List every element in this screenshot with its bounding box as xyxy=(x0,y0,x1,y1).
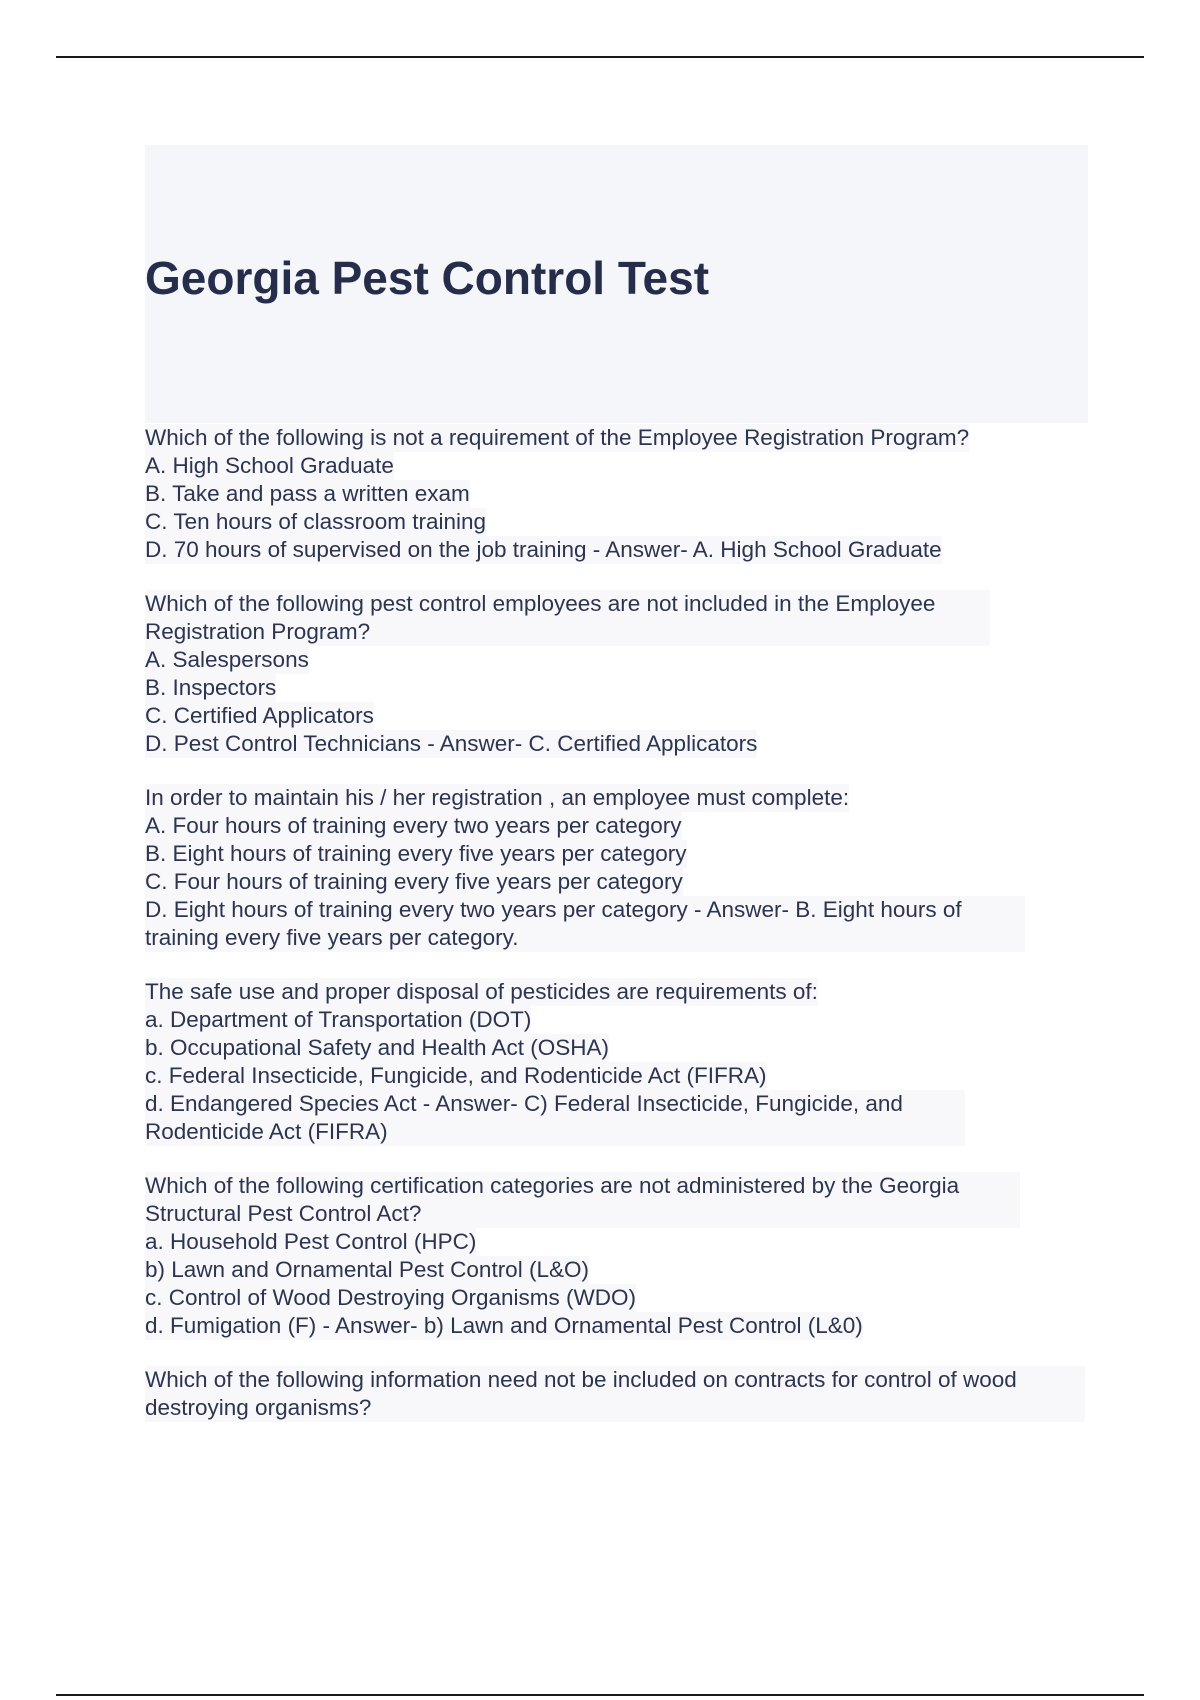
question-item xyxy=(145,424,1095,564)
answer-option: d. Fumigation (F) - Answer- b) Lawn and Ornamental Pest Control (L&0) xyxy=(145,1313,863,1338)
answer-option: b) Lawn and Ornamental Pest Control (L&O) xyxy=(145,1257,589,1282)
answer-option: D. Pest Control Technicians - Answer- C. Certified Applicators xyxy=(145,731,758,756)
question-text: Which of the following certification categories are not administered by the Georgia Structural Pest Control Act? xyxy=(145,1172,1020,1228)
answer-option: D. Eight hours of training every two years per category - Answer- B. Eight hours of training every five years per category. xyxy=(145,896,1025,952)
footer-rule xyxy=(56,1694,1144,1696)
answer-option: A. High School Graduate xyxy=(145,453,394,478)
answer-option: B. Take and pass a written exam xyxy=(145,481,470,506)
document-title: Georgia Pest Control Test xyxy=(145,252,710,304)
question-list xyxy=(145,424,1095,1448)
question-text: Which of the following is not a requirement of the Employee Registration Program? xyxy=(145,425,970,450)
question-text: The safe use and proper disposal of pesticides are requirements of: xyxy=(145,979,818,1004)
answer-option: A. Salespersons xyxy=(145,647,309,672)
header-rule xyxy=(56,56,1144,58)
answer-option: c. Control of Wood Destroying Organisms (WDO) xyxy=(145,1285,636,1310)
question-item xyxy=(145,784,1095,952)
question-text: Which of the following pest control employees are not included in the Employee Registration Program? xyxy=(145,590,990,646)
title-banner xyxy=(145,145,1088,423)
answer-option: B. Inspectors xyxy=(145,675,277,700)
question-item xyxy=(145,1366,1095,1422)
answer-option: a. Department of Transportation (DOT) xyxy=(145,1007,532,1032)
answer-option: D. 70 hours of supervised on the job training - Answer- A. High School Graduate xyxy=(145,537,942,562)
answer-option: C. Certified Applicators xyxy=(145,703,374,728)
answer-option: A. Four hours of training every two years per category xyxy=(145,813,682,838)
answer-option: b. Occupational Safety and Health Act (OSHA) xyxy=(145,1035,609,1060)
answer-option: C. Four hours of training every five years per category xyxy=(145,869,683,894)
question-item xyxy=(145,590,1095,758)
question-item xyxy=(145,978,1095,1146)
answer-option: c. Federal Insecticide, Fungicide, and Rodenticide Act (FIFRA) xyxy=(145,1063,767,1088)
question-item xyxy=(145,1172,1095,1340)
answer-option: B. Eight hours of training every five years per category xyxy=(145,841,687,866)
answer-option: a. Household Pest Control (HPC) xyxy=(145,1229,477,1254)
answer-option: C. Ten hours of classroom training xyxy=(145,509,486,534)
question-text: Which of the following information need not be included on contracts for control of wood destroying organisms? xyxy=(145,1366,1085,1422)
question-text: In order to maintain his / her registration , an employee must complete: xyxy=(145,785,850,810)
answer-option: d. Endangered Species Act - Answer- C) Federal Insecticide, Fungicide, and Rodenticide Act (FIFRA) xyxy=(145,1090,965,1146)
